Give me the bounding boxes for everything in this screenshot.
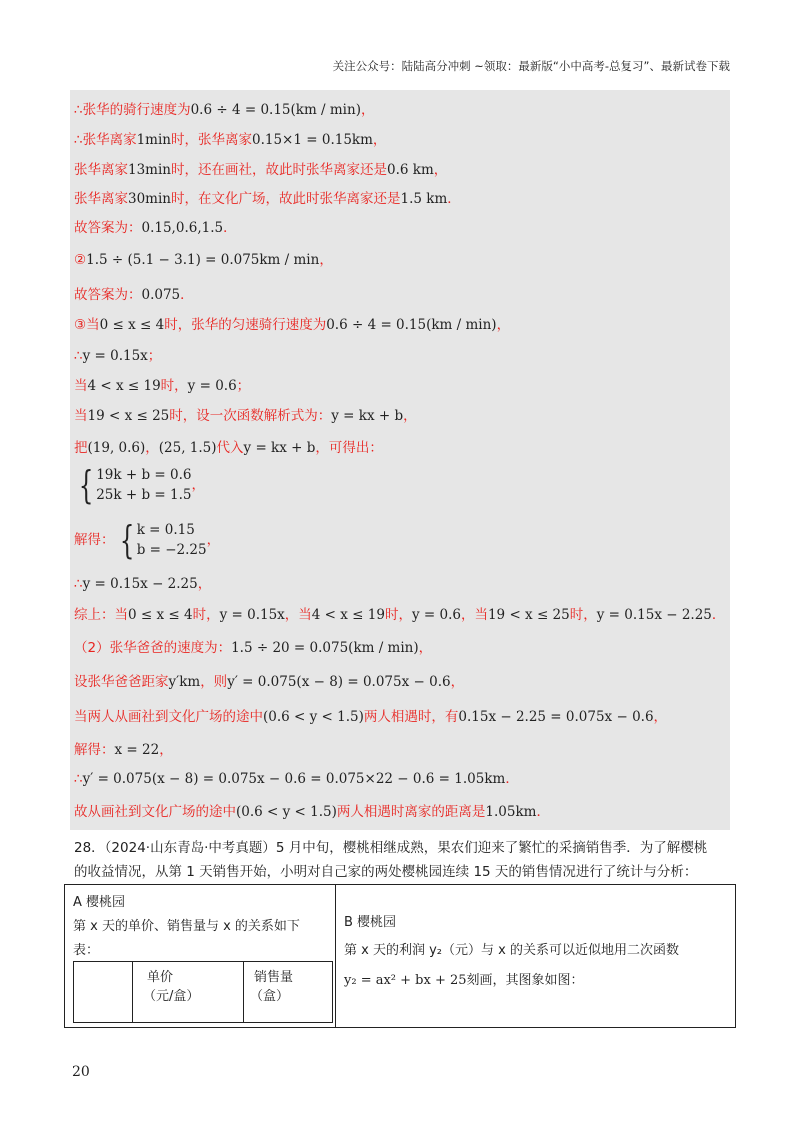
question-table (64, 884, 736, 1028)
solution-line: 故从画社到文化广场的途中(0.6 < y < 1.5)两人相遇时离家的距离是1.05km． (74, 804, 550, 820)
solution-line: （2）张华爸爸的速度为：1.5 ÷ 20 = 0.075(km / min)， (74, 640, 433, 656)
orchard-a-table (73, 961, 333, 1023)
solution-line: ②1.5 ÷ (5.1 − 3.1) = 0.075km / min， (74, 252, 333, 268)
solution-line: ∴y′ = 0.075(x − 8) = 0.075x − 0.6 = 0.075×22 − 0.6 = 1.05km． (74, 771, 519, 787)
solution-line: 张华离家13min时，还在画社，故此时张华离家还是0.6 km， (74, 162, 448, 178)
solution-line: ∴张华的骑行速度为0.6 ÷ 4 = 0.15(km / min)， (74, 102, 375, 118)
solution-line: ∴y = 0.15x； (74, 348, 162, 364)
solution-line: 设张华爸爸距家y′km，则y′ = 0.075(x − 8) = 0.075x − 0.6， (74, 674, 465, 690)
solution-line: ∴张华离家1min时，张华离家0.15×1 = 0.15km， (74, 132, 387, 148)
orchard-b-formula-line: y₂ = ax² + bx + 25刻画，其图象如图： (344, 973, 584, 988)
equation-system-2: 解得： { k = 0.15 b = −2.25 ， (74, 518, 221, 562)
orchard-b-cell (336, 885, 736, 1028)
solution-line: 把(19, 0.6)，(25, 1.5)代入y = kx + b，可得出： (74, 440, 383, 456)
orchard-a-title: A 樱桃园 (73, 895, 126, 910)
question-text-line1: 28．（2024·山东青岛·中考真题）5 月中旬，樱桃相继成熟，果农们迎来了繁忙的采摘销售季．为了解樱桃 (74, 840, 708, 856)
solution-line: 当4 < x ≤ 19时，y = 0.6； (74, 378, 251, 394)
equation-system-1: { 19k + b = 0.6 25k + b = 1.5 ， (78, 463, 205, 507)
solution-line: 综上：当0 ≤ x ≤ 4时，y = 0.15x，当4 < x ≤ 19时，y = 0.6，当19 < x ≤ 25时，y = 0.15x − 2.25． (74, 607, 726, 623)
orchard-a-cell (65, 885, 336, 1028)
orchard-a-desc: 第 x 天的单价、销售量与 x 的关系如下 (73, 919, 300, 934)
brace-icon: { (119, 518, 134, 562)
table-header-price: 单价 （元/盒） (133, 962, 244, 1023)
solution-line: 当两人从画社到文化广场的途中(0.6 < y < 1.5)两人相遇时，有0.15x − 2.25 = 0.075x − 0.6， (74, 709, 668, 725)
brace-icon: { (78, 463, 94, 507)
orchard-b-title: B 樱桃园 (344, 915, 397, 930)
solution-line: ∴y = 0.15x − 2.25， (74, 576, 212, 592)
solution-line: 故答案为：0.075． (74, 287, 194, 303)
page-number: 20 (72, 1064, 90, 1080)
table-header-blank (74, 962, 133, 1023)
table-header-quantity: 销售量 （盒） (244, 962, 333, 1023)
solution-line: ③当0 ≤ x ≤ 4时，张华的匀速骑行速度为0.6 ÷ 4 = 0.15(km / min)， (74, 317, 511, 333)
solution-line: 故答案为：0.15,0.6,1.5． (74, 220, 237, 236)
solution-line: 解得：x = 22， (74, 742, 173, 758)
question-text-line2: 的收益情况，从第 1 天销售开始，小明对自己家的两处樱桃园连续 15 天的销售情况进行了统计与分析： (74, 864, 698, 880)
orchard-a-desc-end: 表： (73, 943, 100, 958)
orchard-b-desc: 第 x 天的利润 y₂（元）与 x 的关系可以近似地用二次函数 (344, 943, 679, 958)
page-header: 关注公众号：陆陆高分冲刺 ~领取：最新版“小中高考-总复习”、最新试卷下载 (332, 59, 730, 73)
solution-line: 当19 < x ≤ 25时，设一次函数解析式为：y = kx + b， (74, 408, 417, 424)
solution-line: 张华离家30min时，在文化广场，故此时张华离家还是1.5 km． (74, 191, 461, 207)
